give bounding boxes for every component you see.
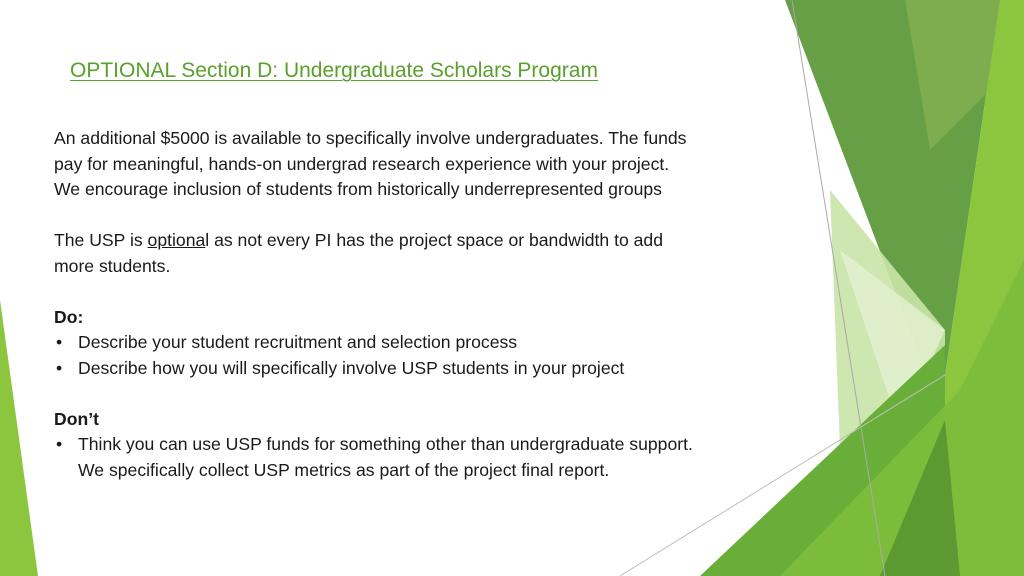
do-item xyxy=(54,330,784,356)
bullet-icon: • xyxy=(56,434,63,454)
dont-item-text-line-2: We specifically collect USP metrics as part of the project final report. xyxy=(78,459,610,480)
slide-body xyxy=(54,126,784,483)
optional-underlined-word: optiona xyxy=(147,230,206,250)
do-item-text: Describe how you will specifically involve USP students in your project xyxy=(78,357,625,378)
bullet-icon: • xyxy=(56,332,63,352)
do-item-text: Describe your student recruitment and selection process xyxy=(78,332,518,352)
dont-item-text-line-1: Think you can use USP funds for something other than undergraduate support. xyxy=(78,434,693,454)
dont-item xyxy=(54,432,784,458)
dont-item-continuation xyxy=(54,458,784,484)
optional-note-before: The USP is xyxy=(54,230,148,250)
intro-line-1: An additional $5000 is available to specifically involve undergraduates. The funds xyxy=(54,128,687,148)
intro-line-2: pay for meaningful, hands-on undergrad research experience with your project. xyxy=(54,153,670,174)
optional-note-line-1 xyxy=(54,228,784,254)
dont-heading: Don’t xyxy=(54,408,99,429)
optional-note-line-2: more students. xyxy=(54,255,171,276)
intro-line-3: We encourage inclusion of students from historically underrepresented groups xyxy=(54,179,662,199)
optional-note-after: l as not every PI has the project space or bandwidth to add xyxy=(205,230,663,250)
slide-title: OPTIONAL Section D: Undergraduate Scholars Program xyxy=(70,59,598,82)
do-heading: Do: xyxy=(54,306,84,327)
do-item xyxy=(54,356,784,382)
decor-left-wedge xyxy=(0,300,38,576)
bullet-icon: • xyxy=(56,357,63,378)
